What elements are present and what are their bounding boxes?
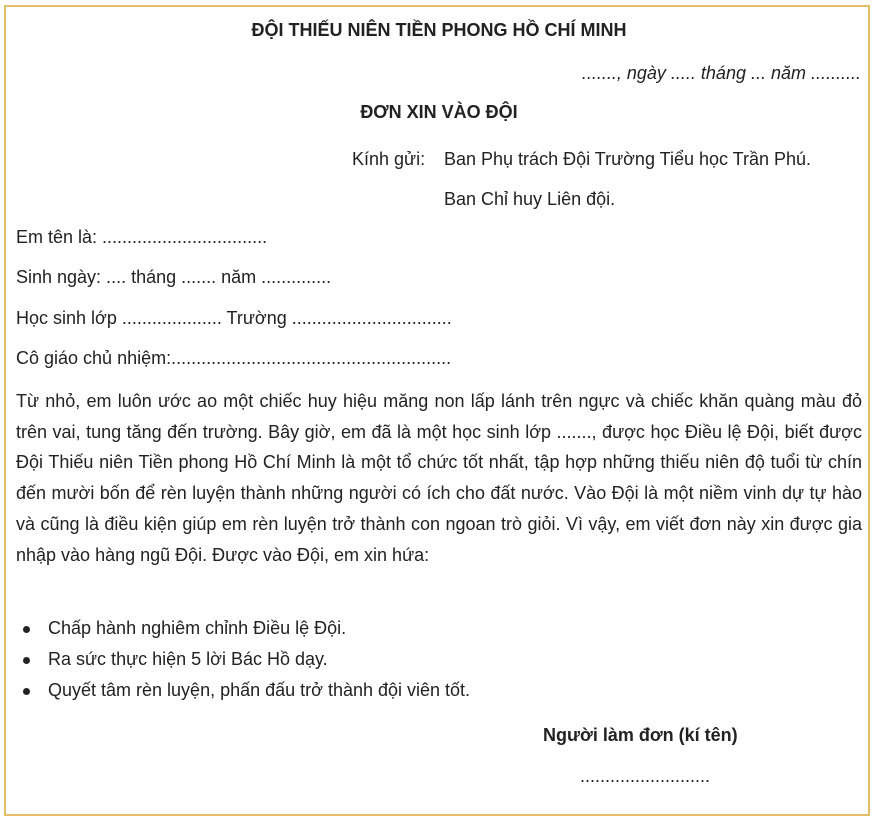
- recipient-label: Kính gửi:: [352, 149, 426, 169]
- field-class-school: Học sinh lớp .................... Trường ................................: [16, 308, 452, 328]
- promise-text: Chấp hành nghiêm chỉnh Điều lệ Đội.: [48, 618, 347, 638]
- organization-heading: ĐỘI THIẾU NIÊN TIỀN PHONG HỒ CHÍ MINH: [251, 20, 627, 40]
- field-teacher: Cô giáo chủ nhiệm:........................................................: [16, 348, 452, 368]
- body-paragraph: Từ nhỏ, em luôn ước ao một chiếc huy hiệu măng non lấp lánh trên ngực và chiếc khăn quàng màu đỏ trên vai, tung tăng đến trường. Bây giờ, em đã là một học sinh lớp ......., được học Điều lệ Đội, biết được Đội Thiếu niên Tiền phong Hồ Chí Minh là một tổ chức tốt nhất, tập hợp những thiếu niên độ tuổi từ chín đến mười bốn để rèn luyện thành những người có ích cho đất nước. Vào Đội là một niềm vinh dự tự hào và cũng là điều kiện giúp em rèn luyện trở thành con ngoan trò giỏi. Vì vậy, em viết đơn này xin được gia nhập vào hàng ngũ Đội. Được vào Đội, em xin hứa:: [16, 391, 862, 565]
- field-name: Em tên là: .................................: [16, 227, 268, 247]
- promise-text: Ra sức thực hiện 5 lời Bác Hồ dạy.: [48, 649, 328, 669]
- field-birthdate: Sinh ngày: .... tháng ....... năm ..............: [16, 267, 332, 287]
- bullet-icon: [23, 626, 30, 633]
- recipient-2: Ban Chỉ huy Liên đội.: [444, 189, 616, 209]
- recipient-1: Ban Phụ trách Đội Trường Tiểu học Trần Phú.: [444, 149, 812, 169]
- promise-text: Quyết tâm rèn luyện, phấn đấu trở thành đội viên tốt.: [48, 680, 471, 700]
- document-title: ĐƠN XIN VÀO ĐỘI: [360, 102, 518, 122]
- list-item: [16, 644, 470, 675]
- bullet-icon: [23, 688, 30, 695]
- signature-line: ..........................: [580, 766, 711, 786]
- date-line: ......., ngày ..... tháng ... năm ..........: [581, 63, 861, 83]
- promises-list: [16, 613, 470, 706]
- list-item: [16, 675, 470, 706]
- list-item: [16, 613, 470, 644]
- bullet-icon: [23, 657, 30, 664]
- signature-label: Người làm đơn (kí tên): [543, 725, 738, 745]
